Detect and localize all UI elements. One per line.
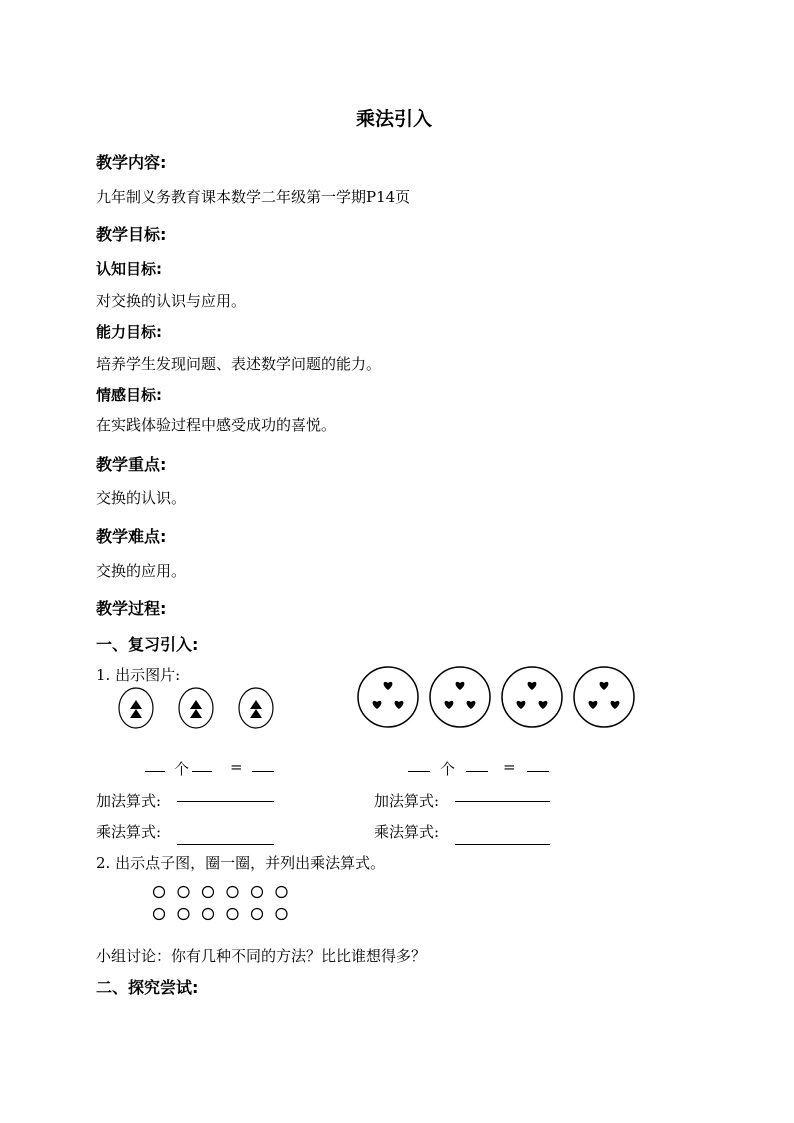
dot-circle (178, 909, 189, 920)
ability-text: 培养学生发现问题、表述数学问题的能力。 (96, 355, 382, 373)
heart-icon (384, 682, 393, 690)
heart-groups-figure (354, 662, 644, 732)
dot-circle (252, 909, 263, 920)
triangle-icon (250, 700, 262, 709)
add-label-left: 加法算式: (96, 792, 162, 810)
group-circle (358, 667, 418, 727)
page-title: 乘法引入 (356, 108, 433, 130)
left-ge-label: 个 (174, 760, 190, 778)
blank-line (145, 771, 165, 772)
triangle-groups-figure (110, 684, 280, 734)
heart-icon (589, 701, 598, 709)
dot-circle (203, 909, 214, 920)
dot-circle (178, 887, 189, 898)
heart-icon (517, 701, 526, 709)
content-heading: 教学内容: (96, 153, 167, 172)
section1-heading: 一、复习引入: (96, 635, 199, 654)
triangle-icon (190, 709, 202, 718)
mul-label-right: 乘法算式: (374, 823, 440, 841)
content-text: 九年制义务教育课本数学二年级第一学期P14页 (96, 188, 411, 206)
dot-circle (252, 887, 263, 898)
heart-icon (395, 701, 404, 709)
item2-text: 2. 出示点子图，圈一圈，并列出乘法算式。 (96, 854, 386, 872)
item1-text: 1. 出示图片: (96, 666, 181, 684)
key-heading: 教学重点: (96, 455, 167, 474)
ability-heading: 能力目标: (96, 323, 162, 341)
group-circle (502, 667, 562, 727)
blank-line (408, 771, 430, 772)
dot-circle (227, 909, 238, 920)
blank-line (466, 771, 488, 772)
discussion-text: 小组讨论：你有几种不同的方法？比比谁想得多？ (96, 947, 427, 965)
heart-icon (456, 682, 465, 690)
answer-line (177, 844, 274, 845)
dot-circle (154, 909, 165, 920)
right-eq-label: = (503, 758, 516, 776)
section2-heading: 二、探究尝试: (96, 978, 199, 997)
left-eq-label: = (230, 758, 243, 776)
heart-icon (600, 682, 609, 690)
blank-line (192, 771, 212, 772)
answer-line (455, 844, 550, 845)
blank-line (527, 771, 549, 772)
answer-line (455, 801, 550, 802)
answer-line (177, 801, 274, 802)
process-heading: 教学过程: (96, 599, 167, 618)
heart-icon (539, 701, 548, 709)
right-ge-label: 个 (440, 760, 456, 778)
blank-line (252, 771, 274, 772)
heart-icon (528, 682, 537, 690)
heart-icon (611, 701, 620, 709)
mul-label-left: 乘法算式: (96, 823, 162, 841)
group-circle (430, 667, 490, 727)
dot-circle (227, 887, 238, 898)
heart-icon (445, 701, 454, 709)
dot-circle (276, 887, 287, 898)
cognitive-text: 对交换的认识与应用。 (96, 292, 247, 310)
add-label-right: 加法算式: (374, 792, 440, 810)
dot-grid-figure (150, 884, 300, 924)
emotion-heading: 情感目标: (96, 386, 162, 404)
group-circle (574, 667, 634, 727)
cognitive-heading: 认知目标: (96, 260, 162, 278)
difficulty-heading: 教学难点: (96, 527, 167, 546)
dot-circle (154, 887, 165, 898)
triangle-icon (250, 709, 262, 718)
triangle-icon (130, 700, 142, 709)
heart-icon (467, 701, 476, 709)
goals-heading: 教学目标: (96, 225, 167, 244)
heart-icon (373, 701, 382, 709)
key-text: 交换的认识。 (96, 489, 187, 507)
triangle-icon (190, 700, 202, 709)
emotion-text: 在实践体验过程中感受成功的喜悦。 (96, 416, 337, 434)
triangle-icon (130, 709, 142, 718)
dot-circle (203, 887, 214, 898)
difficulty-text: 交换的应用。 (96, 562, 187, 580)
dot-circle (276, 909, 287, 920)
